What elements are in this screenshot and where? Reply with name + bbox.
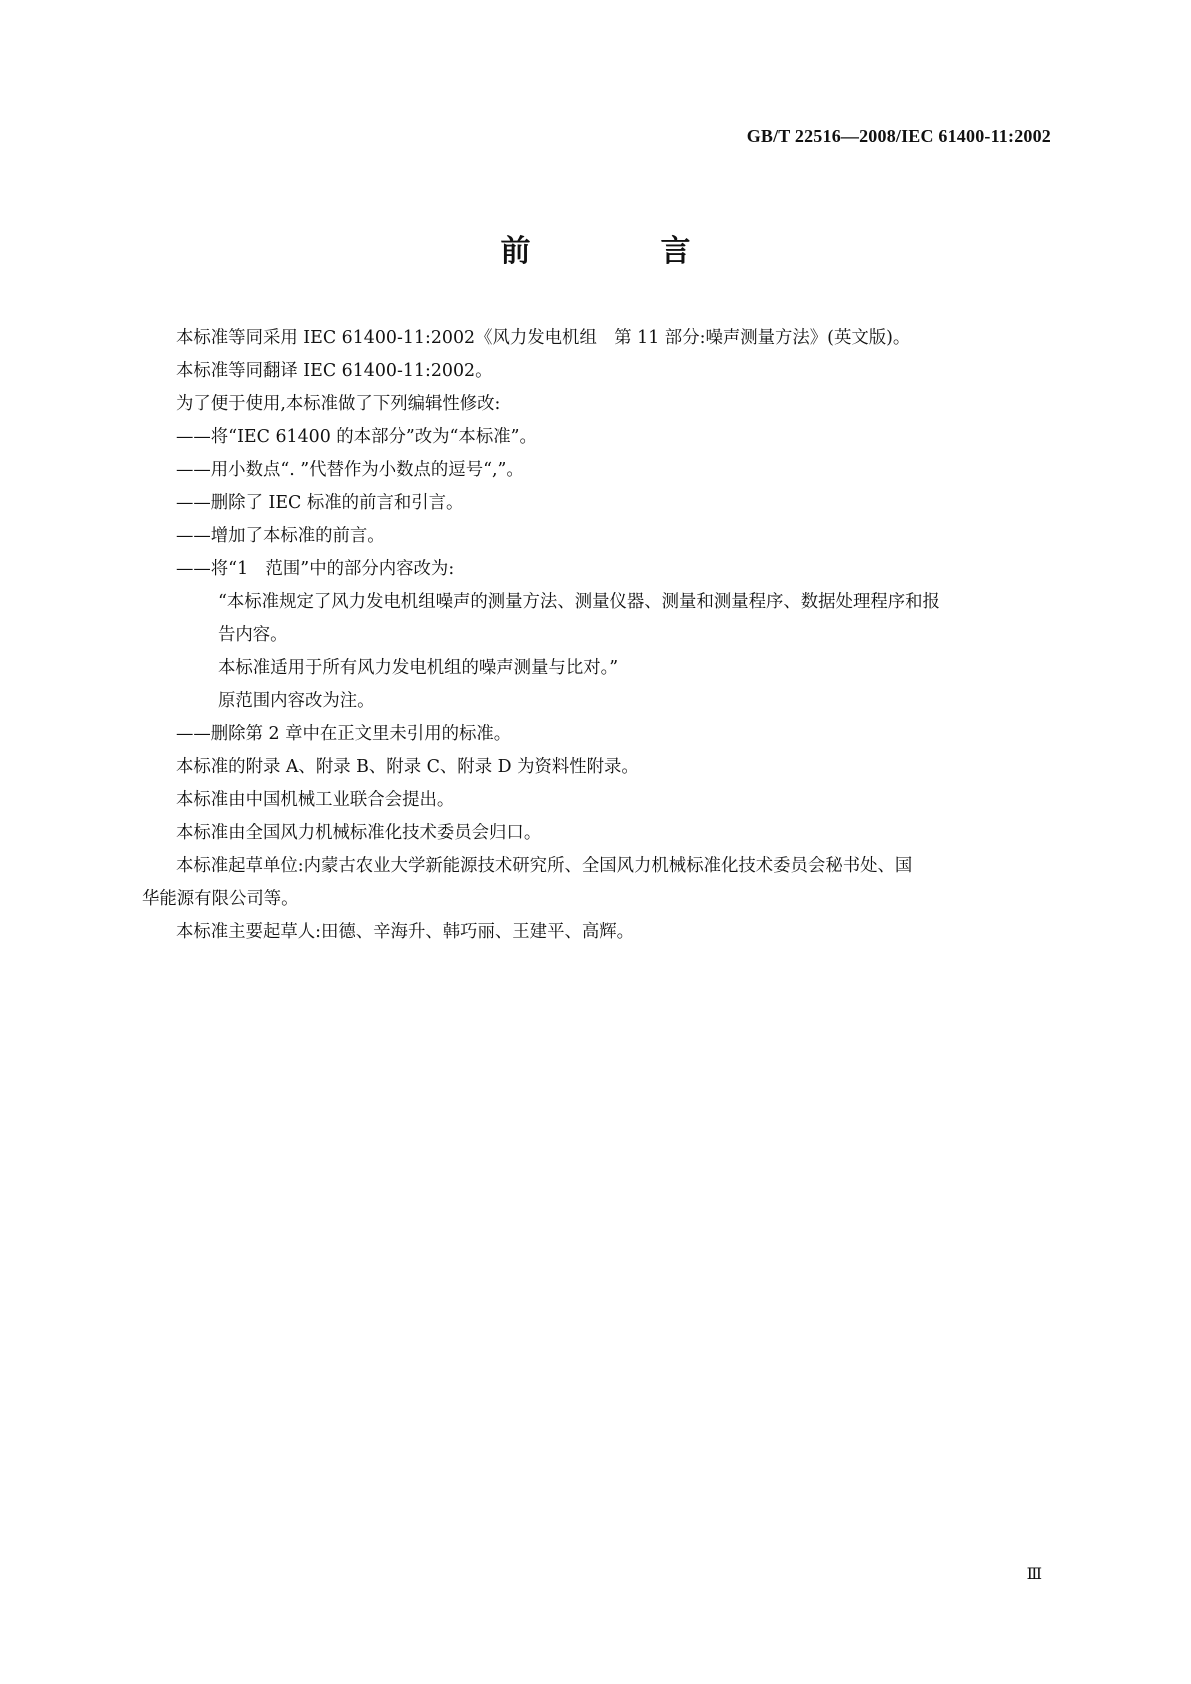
edit-item-decimal-point: ——用小数点“. ”代替作为小数点的逗号“,”。 [176, 460, 524, 480]
edit-item-scope-change: ——将“1 范围”中的部分内容改为: [176, 559, 455, 579]
paragraph-translation: 本标准等同翻译 IEC 61400-11:2002。 [176, 361, 493, 381]
paragraph-drafting-units-line-2: 华能源有限公司等。 [142, 889, 299, 909]
paragraph-drafting-units-line-1: 本标准起草单位:内蒙古农业大学新能源技术研究所、全国风力机械标准化技术委员会秘书处、国 [176, 856, 913, 876]
paragraph-adoption: 本标准等同采用 IEC 61400-11:2002《风力发电机组 第 11 部分:噪声测量方法》(英文版)。 [176, 328, 911, 348]
edit-item-remove-references: ——删除第 2 章中在正文里未引用的标准。 [176, 724, 512, 744]
edit-item-rename: ——将“IEC 61400 的本部分”改为“本标准”。 [176, 427, 537, 447]
standard-number-header: GB/T 22516—2008/IEC 61400-11:2002 [746, 126, 1051, 146]
paragraph-proposer: 本标准由中国机械工业联合会提出。 [176, 790, 455, 810]
paragraph-annexes: 本标准的附录 A、附录 B、附录 C、附录 D 为资料性附录。 [176, 757, 639, 777]
paragraph-committee: 本标准由全国风力机械标准化技术委员会归口。 [176, 823, 542, 843]
scope-quote-line-2: 告内容。 [218, 625, 288, 645]
scope-quote-applicability: 本标准适用于所有风力发电机组的噪声测量与比对。” [218, 658, 619, 678]
edit-item-add-foreword: ——增加了本标准的前言。 [176, 526, 385, 546]
paragraph-drafters: 本标准主要起草人:田德、辛海升、韩巧丽、王建平、高辉。 [176, 922, 635, 942]
page-number: Ⅲ [1026, 1566, 1043, 1583]
foreword-body [142, 322, 1052, 949]
paragraph-edits-intro: 为了便于使用,本标准做了下列编辑性修改: [176, 394, 501, 414]
scope-quote-line-1: “本标准规定了风力发电机组噪声的测量方法、测量仪器、测量和测量程序、数据处理程序和报 [218, 592, 940, 612]
edit-item-remove-foreword: ——删除了 IEC 标准的前言和引言。 [176, 493, 464, 513]
scope-note: 原范围内容改为注。 [218, 691, 375, 711]
page-title: 前 言 [500, 234, 741, 269]
